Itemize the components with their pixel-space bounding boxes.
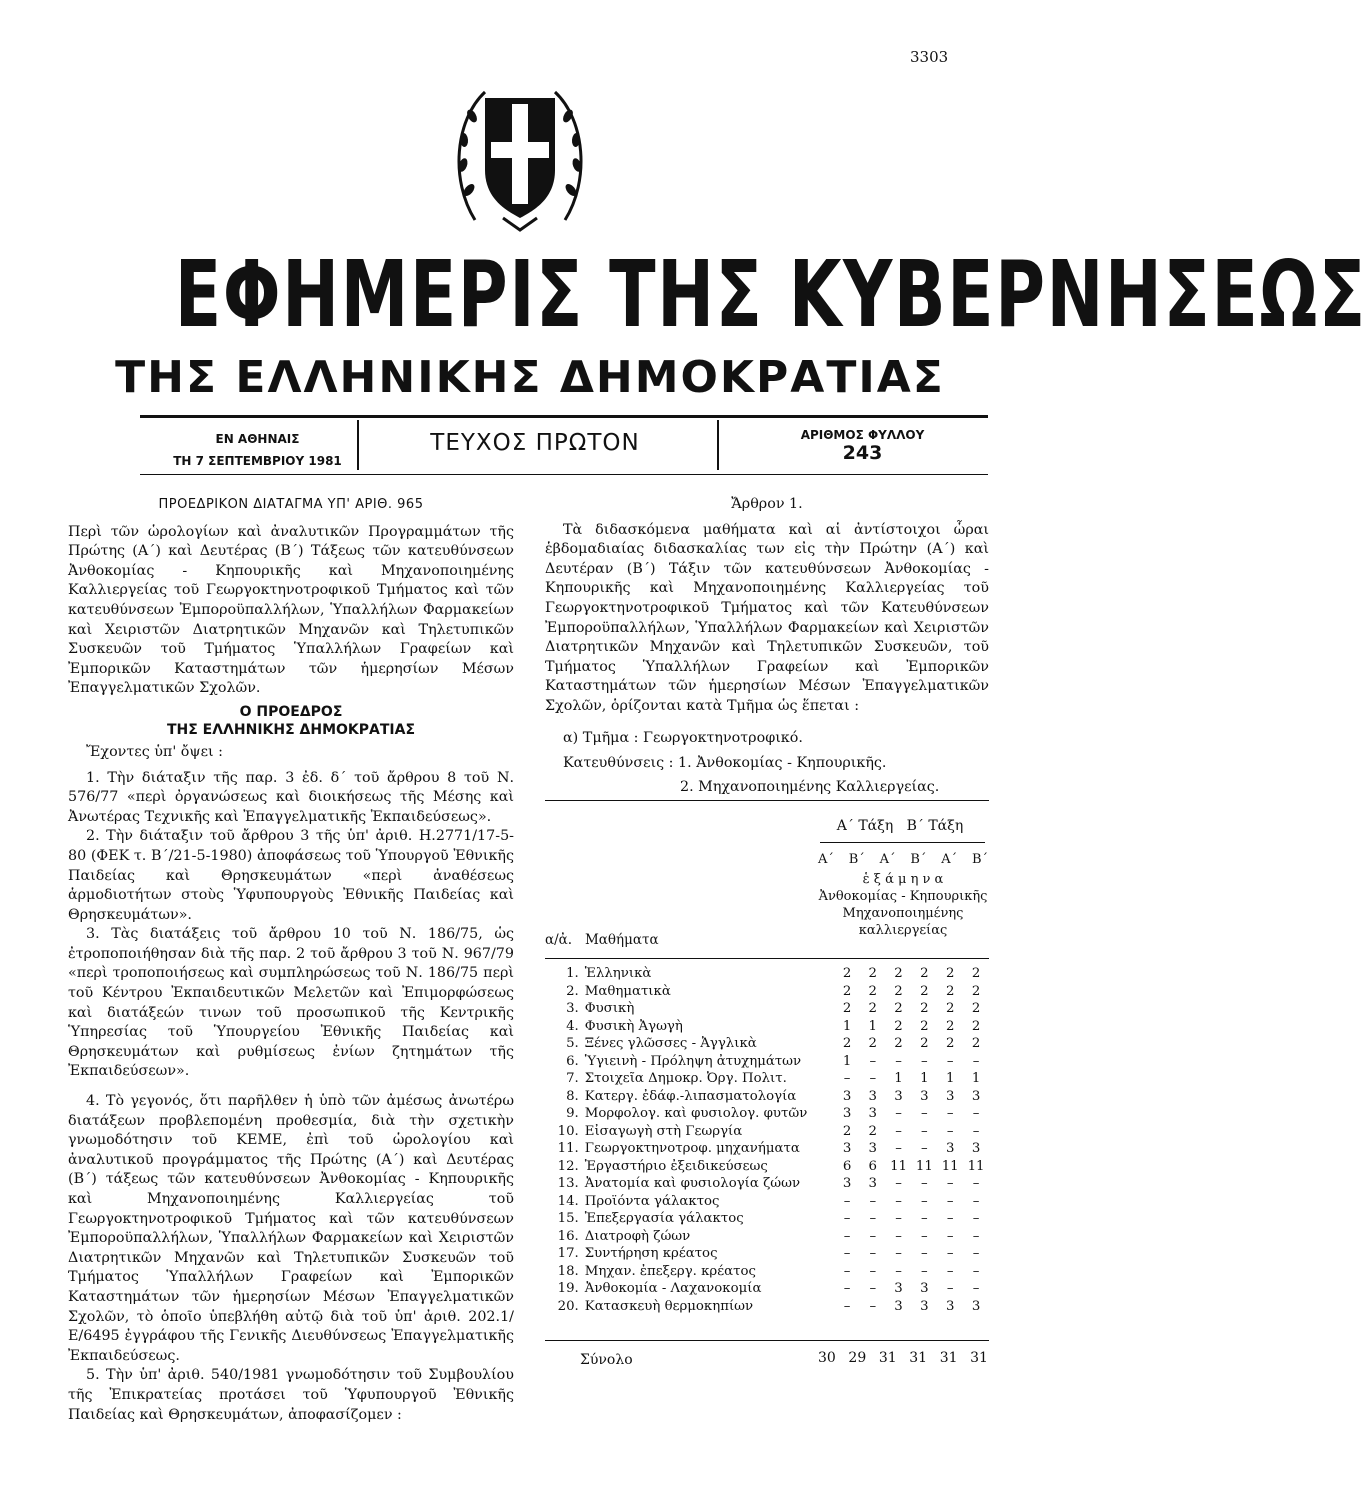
dir2-label: Μηχανοποιημένης καλλιεργείας xyxy=(842,906,964,938)
table-row xyxy=(545,1228,989,1246)
row-hours: 2 xyxy=(842,966,852,981)
row-hours: 2 xyxy=(920,966,929,981)
row-number: 18. xyxy=(557,1263,579,1279)
semester-label: Β΄ xyxy=(910,852,927,867)
coat-of-arms-emblem xyxy=(455,80,585,235)
table-row xyxy=(545,983,989,1001)
total-value: 30 xyxy=(818,1350,836,1366)
row-hours: 3 xyxy=(868,1106,877,1121)
row-hours: 2 xyxy=(868,966,877,981)
row-hours: 3 xyxy=(842,1141,852,1156)
row-subject: Διατροφὴ ζώων xyxy=(584,1228,691,1244)
row-hours: – xyxy=(869,1193,877,1209)
col-subject-header: Μαθήματα xyxy=(584,932,659,948)
class-header-rule xyxy=(820,842,985,843)
row-hours: 2 xyxy=(945,1036,955,1051)
table-row xyxy=(545,1245,989,1263)
row-hours: 3 xyxy=(868,1141,877,1156)
row-hours: 2 xyxy=(842,1001,852,1016)
row-number: 5. xyxy=(566,1036,579,1051)
row-number: 7. xyxy=(566,1071,579,1086)
row-hours: – xyxy=(895,1193,902,1209)
row-hours: – xyxy=(895,1176,902,1191)
class-headers xyxy=(815,818,985,834)
col-no-header: α/ἀ. xyxy=(545,932,573,948)
masthead-title: ΕΦΗΜΕΡΙΣ ΤΗΣ ΚΥΒΕΡΝΗΣΕΩΣ xyxy=(174,241,1367,348)
directions-label: Κατευθύνσεις : 1. Ἀνθοκομίας - Κηπουρικῆς. xyxy=(563,755,887,772)
row-hours: 2 xyxy=(945,983,955,999)
row-hours: – xyxy=(921,1263,928,1279)
masthead-date: ΤΗ 7 ΣΕΠΤΕΜΒΡΙΟΥ 1981 xyxy=(173,454,342,468)
row-hours: 3 xyxy=(842,1106,852,1121)
row-hours: – xyxy=(972,1106,980,1121)
row-hours: – xyxy=(946,1281,954,1296)
total-value: 31 xyxy=(878,1350,897,1366)
masthead-divider xyxy=(717,420,719,470)
row-hours: – xyxy=(946,1263,954,1279)
row-number: 8. xyxy=(566,1088,579,1104)
semester-row xyxy=(818,852,988,867)
row-hours: 3 xyxy=(920,1088,929,1104)
row-subject: Μαθηματικὰ xyxy=(584,983,671,999)
table-row xyxy=(545,1070,989,1088)
row-hours: – xyxy=(921,1106,928,1121)
row-hours: – xyxy=(946,1106,954,1121)
row-subject: Ἐργαστήριο ἐξειδικεύσεως xyxy=(584,1158,768,1174)
total-label: Σύνολο xyxy=(580,1352,633,1368)
row-subject: Γεωργοκτηνοτροφ. μηχανήματα xyxy=(584,1141,800,1156)
semester-label: Β΄ xyxy=(848,852,865,867)
row-hours: – xyxy=(921,1123,928,1139)
row-hours: – xyxy=(972,1246,980,1261)
row-hours: – xyxy=(921,1211,928,1226)
row-hours: 2 xyxy=(920,1036,929,1051)
table-row xyxy=(545,1140,989,1158)
total-value: 31 xyxy=(909,1350,928,1366)
masthead-divider xyxy=(357,420,359,470)
row-hours: 3 xyxy=(894,1281,903,1296)
row-hours: 11 xyxy=(967,1158,985,1174)
section-a: α) Τμῆμα : Γεωργοκτηνοτροφικό. xyxy=(563,729,803,746)
dir1-label: Ἀνθοκομίας - Κηπουρικῆς xyxy=(818,889,988,904)
row-hours: 2 xyxy=(894,1001,903,1016)
row-hours: 3 xyxy=(868,1176,877,1191)
sheet-number: 243 xyxy=(842,442,883,464)
row-hours: 2 xyxy=(894,1036,903,1051)
row-hours: – xyxy=(972,1228,980,1244)
totals-row xyxy=(818,1350,988,1366)
row-hours: – xyxy=(869,1211,877,1226)
masthead-top-rule xyxy=(140,415,988,418)
row-hours: 1 xyxy=(894,1071,903,1086)
row-hours: 2 xyxy=(971,983,981,999)
row-hours: – xyxy=(843,1211,851,1226)
table-row xyxy=(545,1105,989,1123)
row-hours: – xyxy=(895,1053,902,1069)
row-number: 6. xyxy=(566,1053,579,1069)
row-hours: 2 xyxy=(842,983,852,999)
row-hours: 3 xyxy=(894,1088,903,1104)
masthead-bottom-rule xyxy=(140,474,988,475)
row-hours: 2 xyxy=(971,966,981,981)
row-hours: – xyxy=(972,1123,980,1139)
masthead-sheet xyxy=(740,428,985,464)
total-value: 29 xyxy=(848,1350,867,1366)
table-row xyxy=(545,1263,989,1281)
row-hours: 2 xyxy=(920,1001,929,1016)
row-hours: – xyxy=(843,1298,851,1314)
row-subject: Μορφολογ. καὶ φυσιολογ. φυτῶν xyxy=(584,1106,808,1121)
row-hours: – xyxy=(946,1211,954,1226)
row-subject: Εἰσαγωγὴ στὴ Γεωργία xyxy=(584,1123,743,1139)
paragraph-4: 4. Τὸ γεγονός, ὅτι παρῆλθεν ἡ ὑπὸ τῶν ἀμέσως ἀνωτέρω διατάξεων προβλεπομένη προθεσμία, διὰ τὴν σχετικὴν γνωμοδότησιν τοῦ ΚΕΜΕ, ἐπὶ τοῦ ὡρολογίου καὶ ἀναλυτικοῦ προγράμματος τῆς Πρώτης (Α΄) καὶ Δευτέρας (Β΄) τάξεως τῶν κατευθύνσεων Ἀνθοκομίας - Κηπουρικῆς καὶ Μηχανοποιημένης Καλλιεργείας τοῦ Γεωργοκτηνοτροφικοῦ Τμήματος καὶ τῶν κατευθύνσεων Ἐμποροϋπαλλήλων, Ὑπαλλήλων Φαρμακείων καὶ Χειριστῶν Διατρητικῶν Μηχανῶν καὶ Τηλετυπικῶν Συσκευῶν τοῦ Τμήματος Ὑπαλλήλων Γραφείων καὶ Ἐμπορικῶν Καταστημάτων τῶν ἡμερησίων Μέσων Ἐπαγγελματικῶν Σχολῶν, τὸ ὁποῖο ὑπεβλήθη αὐτῷ διὰ τοῦ ὑπ' ἀριθ. 202.1/Ε/6495 ἐγγράφου τῆς Γενικῆς Διευθύνσεως Ἐπαγγελματικῆς Ἐκπαιδεύσεως. xyxy=(68,1093,514,1364)
table-header-rule xyxy=(545,958,989,959)
row-number: 1. xyxy=(566,966,579,981)
row-hours: – xyxy=(895,1141,902,1156)
table-row xyxy=(545,1175,989,1193)
row-hours: 1 xyxy=(868,1018,877,1034)
row-hours: – xyxy=(843,1193,851,1209)
row-hours: 3 xyxy=(971,1141,981,1156)
direction-headers xyxy=(818,871,988,939)
row-number: 4. xyxy=(566,1018,579,1034)
table-total-rule xyxy=(545,1340,989,1341)
row-hours: 3 xyxy=(842,1176,852,1191)
row-hours: 1 xyxy=(971,1071,981,1086)
row-hours: – xyxy=(869,1246,877,1261)
row-number: 10. xyxy=(557,1123,579,1139)
table-row xyxy=(545,1280,989,1298)
row-hours: 6 xyxy=(868,1158,877,1174)
row-subject: Ἀνθοκομία - Λαχανοκομία xyxy=(584,1281,762,1296)
row-hours: – xyxy=(972,1176,980,1191)
row-hours: 1 xyxy=(842,1018,852,1034)
table-row xyxy=(545,1088,989,1106)
row-hours: 2 xyxy=(868,1001,877,1016)
president-line-2: ΤΗΣ ΕΛΛΗΝΙΚΗΣ ΔΗΜΟΚΡΑΤΙΑΣ xyxy=(166,721,416,738)
row-hours: 2 xyxy=(868,983,877,999)
article-heading: Ἄρθρον 1. xyxy=(731,496,803,512)
row-hours: – xyxy=(946,1176,954,1191)
row-number: 16. xyxy=(557,1228,579,1244)
row-hours: – xyxy=(895,1228,902,1244)
row-hours: – xyxy=(843,1228,851,1244)
right-column xyxy=(545,495,989,797)
sheet-label: ΑΡΙΘΜΟΣ ΦΥΛΛΟΥ xyxy=(800,428,925,442)
row-subject: Ἑλληνικὰ xyxy=(584,966,652,981)
row-hours: – xyxy=(946,1228,954,1244)
row-hours: 6 xyxy=(842,1158,852,1174)
left-column xyxy=(68,495,514,1425)
total-value: 31 xyxy=(970,1350,988,1366)
table-row xyxy=(545,1018,989,1036)
row-hours: – xyxy=(895,1106,902,1121)
row-hours: 2 xyxy=(868,1036,877,1051)
paragraph-5: 5. Τὴν ὑπ' ἀριθ. 540/1981 γνωμοδότησιν τοῦ Συμβουλίου τῆς Ἐπικρατείας προτάσει τοῦ Ὑφυπουργοῦ Ἐθνικῆς Παιδείας καὶ Θρησκευμάτων, ἀποφασίζομεν : xyxy=(68,1367,514,1423)
row-hours: – xyxy=(972,1281,980,1296)
row-subject: Ὑγιεινὴ - Πρόληψη ἀτυχημάτων xyxy=(584,1053,802,1069)
row-hours: – xyxy=(869,1053,877,1069)
row-hours: 1 xyxy=(945,1071,955,1086)
row-hours: 2 xyxy=(894,1018,903,1034)
row-number: 15. xyxy=(557,1211,579,1226)
row-hours: – xyxy=(946,1053,954,1069)
row-hours: 3 xyxy=(971,1298,981,1314)
row-hours: – xyxy=(869,1228,877,1244)
semester-label: Α΄ xyxy=(941,852,958,867)
row-hours: 3 xyxy=(945,1141,955,1156)
row-number: 11. xyxy=(557,1141,579,1156)
having-regard: Ἔχοντες ὑπ' ὄψει : xyxy=(86,743,224,760)
page-number: 3303 xyxy=(910,48,949,66)
row-number: 19. xyxy=(557,1281,579,1296)
row-hours: – xyxy=(921,1228,928,1244)
total-value: 31 xyxy=(939,1350,958,1366)
row-hours: – xyxy=(843,1263,851,1279)
exam-label: ἑ ξ ά μ η ν α xyxy=(862,872,944,887)
table-row xyxy=(545,1000,989,1018)
row-hours: – xyxy=(946,1246,954,1261)
semester-label: Β΄ xyxy=(971,852,988,867)
masthead-place: ΕΝ ΑΘΗΝΑΙΣ xyxy=(215,432,300,446)
table-row xyxy=(545,1035,989,1053)
row-hours: 3 xyxy=(920,1281,929,1296)
row-subject: Κατεργ. ἐδάφ.-λιπασματολογία xyxy=(584,1088,797,1104)
row-subject: Στοιχεῖα Δημοκρ. Ὀργ. Πολιτ. xyxy=(584,1071,787,1086)
row-hours: – xyxy=(921,1176,928,1191)
row-hours: 2 xyxy=(945,966,955,981)
row-number: 13. xyxy=(557,1176,579,1191)
row-hours: 2 xyxy=(945,1001,955,1016)
row-hours: – xyxy=(843,1071,851,1086)
row-number: 3. xyxy=(566,1001,579,1016)
row-subject: Κατασκευὴ θερμοκηπίων xyxy=(584,1298,754,1314)
row-hours: 11 xyxy=(890,1158,907,1174)
masthead-subtitle: ΤΗΣ ΕΛΛΗΝΙΚΗΣ ΔΗΜΟΚΡΑΤΙΑΣ xyxy=(115,352,945,403)
decree-heading: ΠΡΟΕΔΡΙΚΟΝ ΔΙΑΤΑΓΜΑ ΥΠ' ΑΡΙΘ. 965 xyxy=(158,497,424,512)
curriculum-table xyxy=(545,965,989,1315)
row-hours: 2 xyxy=(971,1036,981,1051)
table-top-rule xyxy=(545,800,989,801)
row-subject: Φυσικὴ xyxy=(584,1001,635,1016)
row-number: 12. xyxy=(557,1158,579,1174)
table-row xyxy=(545,1158,989,1176)
president-line-1: Ο ΠΡΟΕΔΡΟΣ xyxy=(239,703,343,720)
row-hours: – xyxy=(972,1193,980,1209)
masthead-issue: ΤΕΥΧΟΣ ΠΡΩΤΟΝ xyxy=(430,430,640,456)
row-subject: Μηχαν. ἐπεξεργ. κρέατος xyxy=(584,1263,756,1279)
semester-label: Α΄ xyxy=(879,852,896,867)
row-hours: 2 xyxy=(920,1018,929,1034)
row-hours: 3 xyxy=(945,1298,955,1314)
masthead-place-date xyxy=(165,428,350,472)
directions-2: 2. Μηχανοποιημένης Καλλιεργείας. xyxy=(680,778,940,795)
row-hours: – xyxy=(895,1211,902,1226)
row-subject: Φυσικὴ Ἀγωγὴ xyxy=(584,1018,683,1034)
column-headings xyxy=(545,932,659,948)
class-a-header: Α΄ Τάξη xyxy=(836,818,894,834)
row-hours: 11 xyxy=(941,1158,959,1174)
table-row xyxy=(545,1123,989,1141)
row-subject: Προϊόντα γάλακτος xyxy=(584,1193,720,1209)
table-row xyxy=(545,1298,989,1316)
row-hours: – xyxy=(946,1193,954,1209)
class-b-header: Β΄ Τάξη xyxy=(906,818,964,834)
row-hours: – xyxy=(921,1193,928,1209)
row-hours: 11 xyxy=(915,1158,933,1174)
row-number: 17. xyxy=(557,1246,579,1261)
row-subject: Ἀνατομία καὶ φυσιολογία ζώων xyxy=(584,1176,801,1191)
row-hours: – xyxy=(869,1263,877,1279)
row-hours: 1 xyxy=(842,1053,852,1069)
row-number: 9. xyxy=(566,1106,579,1121)
table-row xyxy=(545,1210,989,1228)
row-hours: – xyxy=(869,1281,877,1296)
row-hours: 2 xyxy=(842,1036,852,1051)
row-hours: 3 xyxy=(868,1088,877,1104)
row-hours: – xyxy=(895,1246,902,1261)
row-hours: – xyxy=(921,1053,928,1069)
row-hours: – xyxy=(921,1141,928,1156)
row-subject: Ξένες γλῶσσες - Ἀγγλικὰ xyxy=(584,1036,757,1051)
table-row xyxy=(545,1193,989,1211)
row-hours: 2 xyxy=(920,983,929,999)
row-hours: 3 xyxy=(842,1088,852,1104)
row-number: 2. xyxy=(566,983,579,999)
article-text: Τὰ διδασκόμενα μαθήματα καὶ αἱ ἀντίστοιχοι ὧραι ἑβδομαδιαίας διδασκαλίας των εἰς τὴν Πρώτην (Α΄) καὶ Δευτέραν (Β΄) Τάξιν τῶν κατευθύνσεων Ἀνθοκομίας - Κηπουρικῆς καὶ Μηχανοποιημένης Καλλιεργείας τοῦ Γεωργοκτηνοτροφικοῦ Τμήματος καὶ τῶν Κατευθύνσεων Ἐμποροϋπαλλήλων, Ὑπαλλήλων Φαρμακείων καὶ Χειριστῶν Διατρητικῶν Μηχανῶν καὶ Τηλετυπικῶν Συσκευῶν, τοῦ Τμήματος Ὑπαλλήλων Γραφείων καὶ Ἐμπορικῶν Καταστημάτων τῶν ἡμερησίων Μέσων Ἐπαγγελματικῶν Σχολῶν, ὁρίζονται κατὰ Τμῆμα ὡς ἕπεται : xyxy=(545,521,989,714)
row-hours: – xyxy=(895,1263,902,1279)
row-hours: – xyxy=(972,1053,980,1069)
row-hours: – xyxy=(843,1281,851,1296)
row-hours: 3 xyxy=(971,1088,981,1104)
row-subject: Ἐπεξεργασία γάλακτος xyxy=(584,1211,744,1226)
row-hours: 2 xyxy=(868,1123,877,1139)
row-hours: – xyxy=(869,1298,877,1314)
paragraph-3: 3. Τὰς διατάξεις τοῦ ἄρθρου 10 τοῦ Ν. 186/75, ὡς ἐτροποποιήθησαν διὰ τῆς παρ. 2 τοῦ ἄρθρου 3 τοῦ Ν. 967/79 «περὶ τροποποιήσεως καὶ συμπληρώσεως τοῦ Ν. 186/75 περὶ τοῦ Κέντρου Ἐκπαιδευτικῶν Μελετῶν καὶ Ἐπιμορφώσεως καὶ διατάξεών τινων τοῦ προσωπικοῦ τῆς Κεντρικῆς Ὑπηρεσίας τοῦ Ὑπουργείου Ἐθνικῆς Παιδείας καὶ Θρησκευμάτων καὶ ρυθμίσεως ἐνίων ζητημάτων τῆς Ἐκπαιδεύσεων». xyxy=(68,926,514,1080)
semester-label: Α΄ xyxy=(818,852,834,867)
row-hours: – xyxy=(921,1246,928,1261)
row-hours: – xyxy=(972,1263,980,1279)
table-row xyxy=(545,1053,989,1071)
row-hours: – xyxy=(869,1071,877,1086)
row-hours: 3 xyxy=(894,1298,903,1314)
row-hours: – xyxy=(946,1123,954,1139)
row-hours: 2 xyxy=(894,983,903,999)
row-hours: 1 xyxy=(920,1071,929,1086)
row-hours: 2 xyxy=(971,1001,981,1016)
row-subject: Συντήρηση κρέατος xyxy=(584,1246,718,1261)
row-number: 20. xyxy=(557,1298,579,1314)
row-hours: – xyxy=(972,1211,980,1226)
row-hours: 2 xyxy=(945,1018,955,1034)
paragraph-2: 2. Τὴν διάταξιν τοῦ ἄρθρου 3 τῆς ὑπ' ἀριθ. Η.2771/17-5-80 (ΦΕΚ τ. Β΄/21-5-1980) ἀποφάσεως τοῦ Ὑπουργοῦ Ἐθνικῆς Παιδείας καὶ Θρησκευμάτων «περὶ ἀναθέσεως ἁρμοδιοτήτων στοὺς Ὑφυπουργοὺς Ἐθνικῆς Παιδείας καὶ Θρησκευμάτων». xyxy=(68,828,514,923)
row-hours: 2 xyxy=(894,966,903,981)
row-hours: 3 xyxy=(920,1298,929,1314)
table-row xyxy=(545,965,989,983)
row-hours: – xyxy=(895,1123,902,1139)
row-hours: – xyxy=(843,1246,851,1261)
row-hours: 2 xyxy=(971,1018,981,1034)
paragraph-1: 1. Τὴν διάταξιν τῆς παρ. 3 ἐδ. δ΄ τοῦ ἄρθρου 8 τοῦ Ν. 576/77 «περὶ ὀργανώσεως καὶ διοικήσεως τῆς Μέσης καὶ Ἀνωτέρας Τεχνικῆς καὶ Ἐπαγγελματικῆς Ἐκπαιδεύσεως». xyxy=(68,769,514,825)
decree-title: Περὶ τῶν ὡρολογίων καὶ ἀναλυτικῶν Προγραμμάτων τῆς Πρώτης (Α΄) καὶ Δευτέρας (Β΄) Τάξεως τῶν κατευθύνσεων Ἀνθοκομίας - Κηπουρικῆς καὶ Μηχανοποιημένης Καλλιεργείας τοῦ Γεωργοκτηνοτροφικοῦ Τμήματος καὶ τῶν κατευθύνσεων Ἐμποροϋπαλλήλων, Ὑπαλλήλων Φαρμακείων καὶ Χειριστῶν Διατρητικῶν Μηχανῶν καὶ Τηλετυπικῶν Συσκευῶν τοῦ Τμήματος Ὑπαλλήλων Γραφείων καὶ Ἐμπορικῶν Καταστημάτων τῶν ἡμερησίων Μέσων Ἐπαγγελματικῶν Σχολῶν. xyxy=(68,523,514,697)
row-hours: 2 xyxy=(842,1123,852,1139)
row-hours: 3 xyxy=(945,1088,955,1104)
row-number: 14. xyxy=(557,1193,579,1209)
